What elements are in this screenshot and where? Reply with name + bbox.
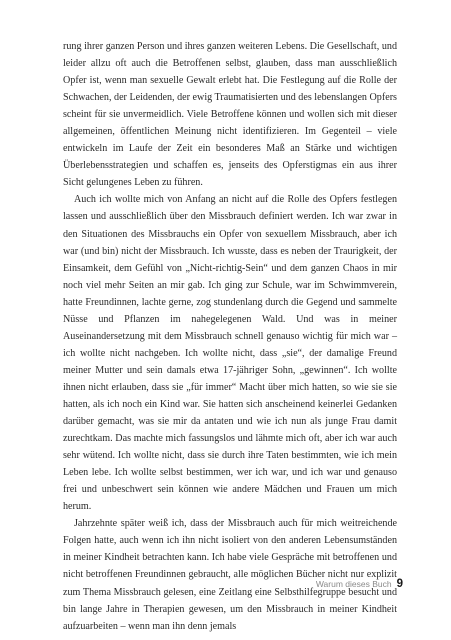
body-text [63, 38, 397, 635]
page-footer [316, 578, 403, 590]
paragraph-3: Jahrzehnte später weiß ich, dass der Missbrauch auch für mich weitreichende Folgen hatte, auch wenn ich ihn nicht isoliert von den anderen Lebensumständen in meiner Kindheit betrachten kann. Ich habe viele Gespräche mit betroffenen und nicht betroffenen Freundinnen gebraucht, alle möglichen Bücher nicht nur explizit zum Thema Missbrauch gelesen, eine Zeitlang eine Selbsthilfegruppe besucht und bin lange Jahre in Therapien gewesen, um den Missbrauch in meiner Kindheit aufzuarbeiten – wenn man ihn denn jemals [63, 518, 397, 632]
page-number: 9 [396, 578, 403, 590]
paragraph-2: Auch ich wollte mich von Anfang an nicht auf die Rolle des Opfers festlegen lassen und ausschließlich über den Missbrauch definiert werden. Ich war zwar in den Situationen des Missbrauchs ein Opfer von sexuellem Missbrauch, aber ich war (und bin) nicht der Missbrauch. Ich wusste, dass es neben der Traurigkeit, der Einsamkeit, dem Gefühl von „Nicht-richtig-Sein“ und dem ganzen Chaos in mir noch viel mehr Seiten an mir gab. Ich ging zur Schule, war im Schwimmverein, hatte Freundinnen, lachte gerne, zog stundenlang durch die Gegend und sammelte Nüsse und Pflanzen im nahegelegenen Wald. Und was in meiner Auseinandersetzung mit dem Missbrauch schnell genauso wichtig für mich war – ich wollte nicht nachgeben. Ich wollte nicht, dass „sie“, der damalige Freund meiner Mutter und sein damals etwa 17-jähriger Sohn, „gewinnen“. Ich wollte ihnen nicht erlauben, dass sie „für immer“ Macht über mich hatten, so wie sie sie hatten, als ich noch ein Kind war. Sie hatten sich anscheinend keinerlei Gedanken darüber gemacht, was sie mir da antaten und wie ich nun als junge Frau damit zurechtkam. Das machte mich fassungslos und lähmte mich oft, aber ich war auch sehr wütend. Ich wollte nicht, dass sie durch ihre Taten bestimmten, wie ich mein Leben lebe. Ich wollte selbst bestimmen, wer ich war, und ich war und genauso frei und unbeschwert sein können wie andere Mädchen und Frauen um mich herum. [63, 194, 397, 513]
paragraph-1: rung ihrer ganzen Person und ihres ganzen weiteren Lebens. Die Gesellschaft, und leider allzu oft auch die Betroffenen selbst, glauben, dass man ausschließlich Opfer ist, wenn man sexuelle Gewalt erlebt hat. Die Festlegung auf die Rolle der Schwachen, der Leidenden, der ewig Traumatisierten und des lebenslangen Opfers scheint für sie unvermeidlich. Viele Betroffene können und wollen sich mit dieser allgemeinen, öffentlichen Meinung nicht identifizieren. Im Gegenteil – viele entwickeln im Laufe der Zeit ein besonderes Maß an Stärke und wichtigen Überlebensstrategien und schaffen es, jenseits des Opferstigmas ein aus ihrer Sicht gelungenes Leben zu führen. [63, 41, 397, 189]
running-title: Warum dieses Buch [315, 579, 392, 589]
